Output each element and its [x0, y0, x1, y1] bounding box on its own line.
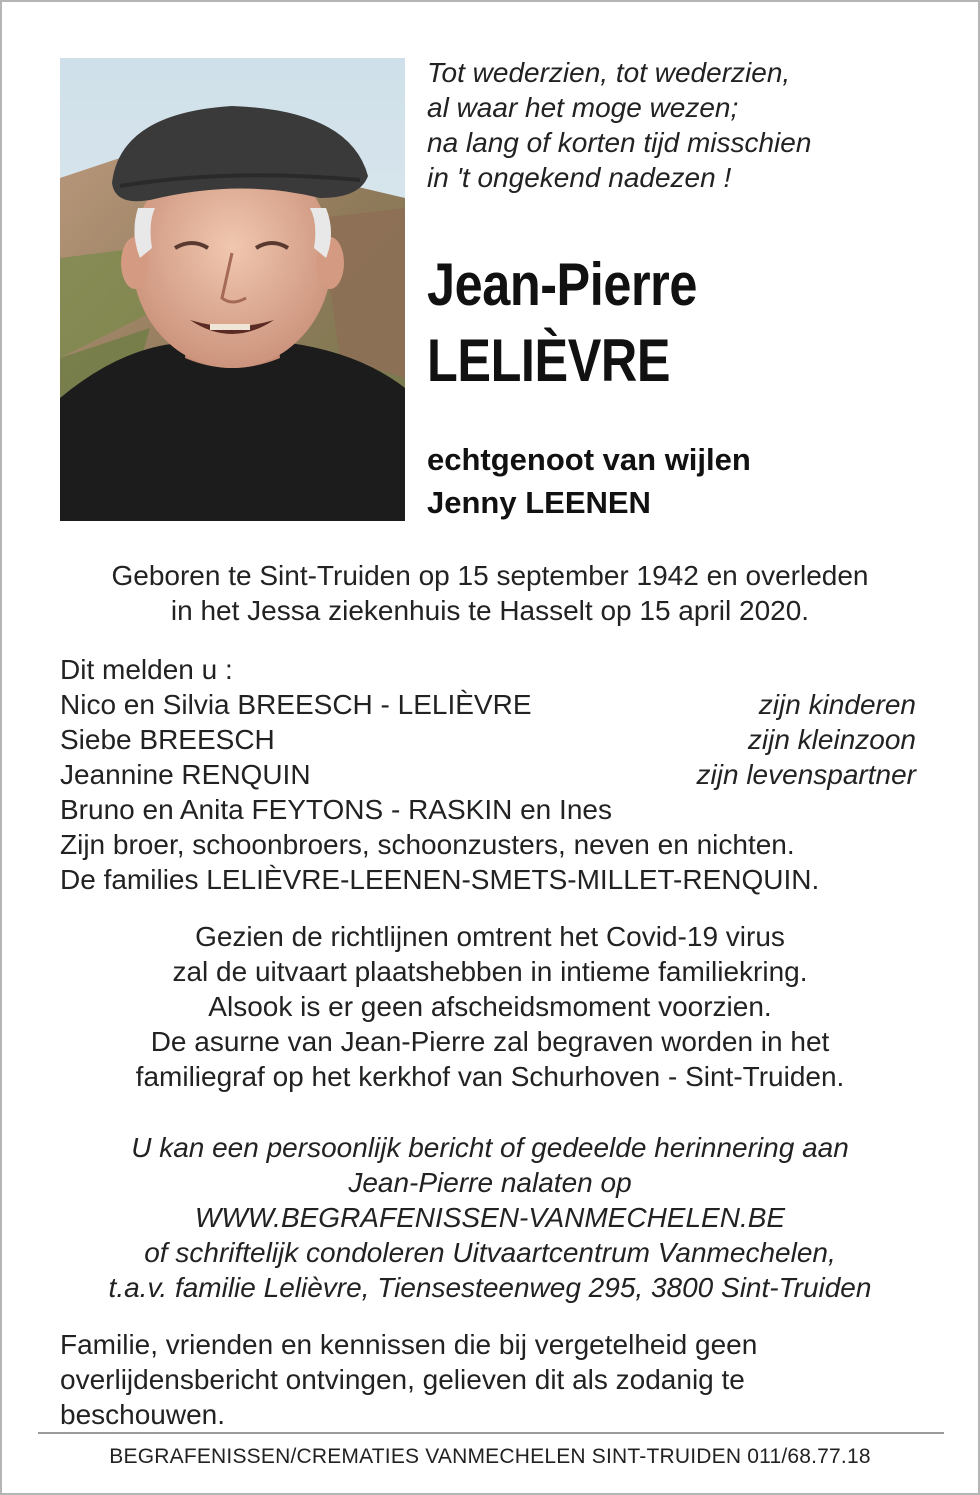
poem-line: Tot wederzien, tot wederzien, — [427, 57, 791, 88]
announcement-intro: Dit melden u : — [60, 654, 233, 685]
covid-line: Gezien de richtlijnen omtrent het Covid-19 virus — [195, 921, 785, 952]
birth-death-line: Geboren te Sint-Truiden op 15 september 1942 en overleden — [111, 560, 869, 591]
covid-line: familiegraf op het kerkhof van Schurhoven - Sint-Truiden. — [135, 1061, 845, 1092]
poem — [427, 55, 947, 195]
mourner-names: De families LELIÈVRE-LEENEN-SMETS-MILLET-RENQUIN. — [60, 864, 820, 895]
poem-line: al waar het moge wezen; — [427, 92, 739, 123]
mourner-row — [60, 687, 916, 722]
mourner-row — [60, 862, 916, 897]
relation-line: Jenny LEENEN — [427, 485, 651, 520]
deceased-last-name: LELIÈVRE — [427, 327, 671, 394]
condolence-line: Jean-Pierre nalaten op — [348, 1167, 632, 1198]
condolence-website: WWW.BEGRAFENISSEN-VANMECHELEN.BE — [194, 1202, 786, 1233]
poem-line: na lang of korten tijd misschien — [427, 127, 812, 158]
condolence-info — [32, 1130, 948, 1305]
mourner-row — [60, 757, 916, 792]
covid-line: De asurne van Jean-Pierre zal begraven worden in het — [150, 1026, 830, 1057]
closing-line: Familie, vrienden en kennissen die bij vergetelheid geen — [60, 1329, 758, 1360]
mourner-relation: zijn kleinzoon — [747, 724, 916, 755]
condolence-line: U kan een persoonlijk bericht of gedeelde herinnering aan — [131, 1132, 849, 1163]
mourner-row — [60, 827, 916, 862]
covid-line: Alsook is er geen afscheidsmoment voorzien. — [208, 991, 772, 1022]
condolence-line: of schriftelijk condoleren Uitvaartcentrum Vanmechelen, — [144, 1237, 836, 1268]
birth-death-info — [32, 558, 948, 628]
deceased-name — [427, 247, 864, 399]
mourner-row — [60, 722, 916, 757]
mourner-names: Bruno en Anita FEYTONS - RASKIN en Ines — [60, 794, 612, 825]
mourner-names: Jeannine RENQUIN — [60, 759, 311, 790]
mourner-names: Zijn broer, schoonbroers, schoonzusters, neven en nichten. — [60, 829, 795, 860]
announcement — [60, 652, 916, 897]
mourner-relation: zijn levenspartner — [696, 759, 916, 790]
poem-line: in 't ongekend nadezen ! — [427, 162, 732, 193]
mourner-row — [60, 792, 916, 827]
mourner-names: Nico en Silvia BREESCH - LELIÈVRE — [60, 689, 532, 720]
funeral-home-footer: BEGRAFENISSEN/CREMATIES VANMECHELEN SINT-TRUIDEN 011/68.77.18 — [109, 1445, 871, 1468]
spouse-relation — [427, 438, 947, 524]
deceased-first-name: Jean-Pierre — [427, 251, 697, 318]
closing-line: beschouwen. — [60, 1399, 226, 1430]
covid-line: zal de uitvaart plaatshebben in intieme familiekring. — [172, 956, 808, 987]
birth-death-line: in het Jessa ziekenhuis te Hasselt op 15 april 2020. — [170, 595, 810, 626]
relation-line: echtgenoot van wijlen — [427, 442, 751, 477]
closing-note — [60, 1327, 940, 1432]
portrait-photo — [60, 58, 405, 521]
covid-notice — [32, 919, 948, 1094]
mourner-relation: zijn kinderen — [758, 689, 916, 720]
condolence-address: t.a.v. familie Lelièvre, Tiensesteenweg 295, 3800 Sint-Truiden — [108, 1272, 872, 1303]
footer-divider — [38, 1432, 944, 1434]
mourner-names: Siebe BREESCH — [60, 724, 275, 755]
closing-line: overlijdensbericht ontvingen, gelieven dit als zodanig te — [60, 1364, 745, 1395]
